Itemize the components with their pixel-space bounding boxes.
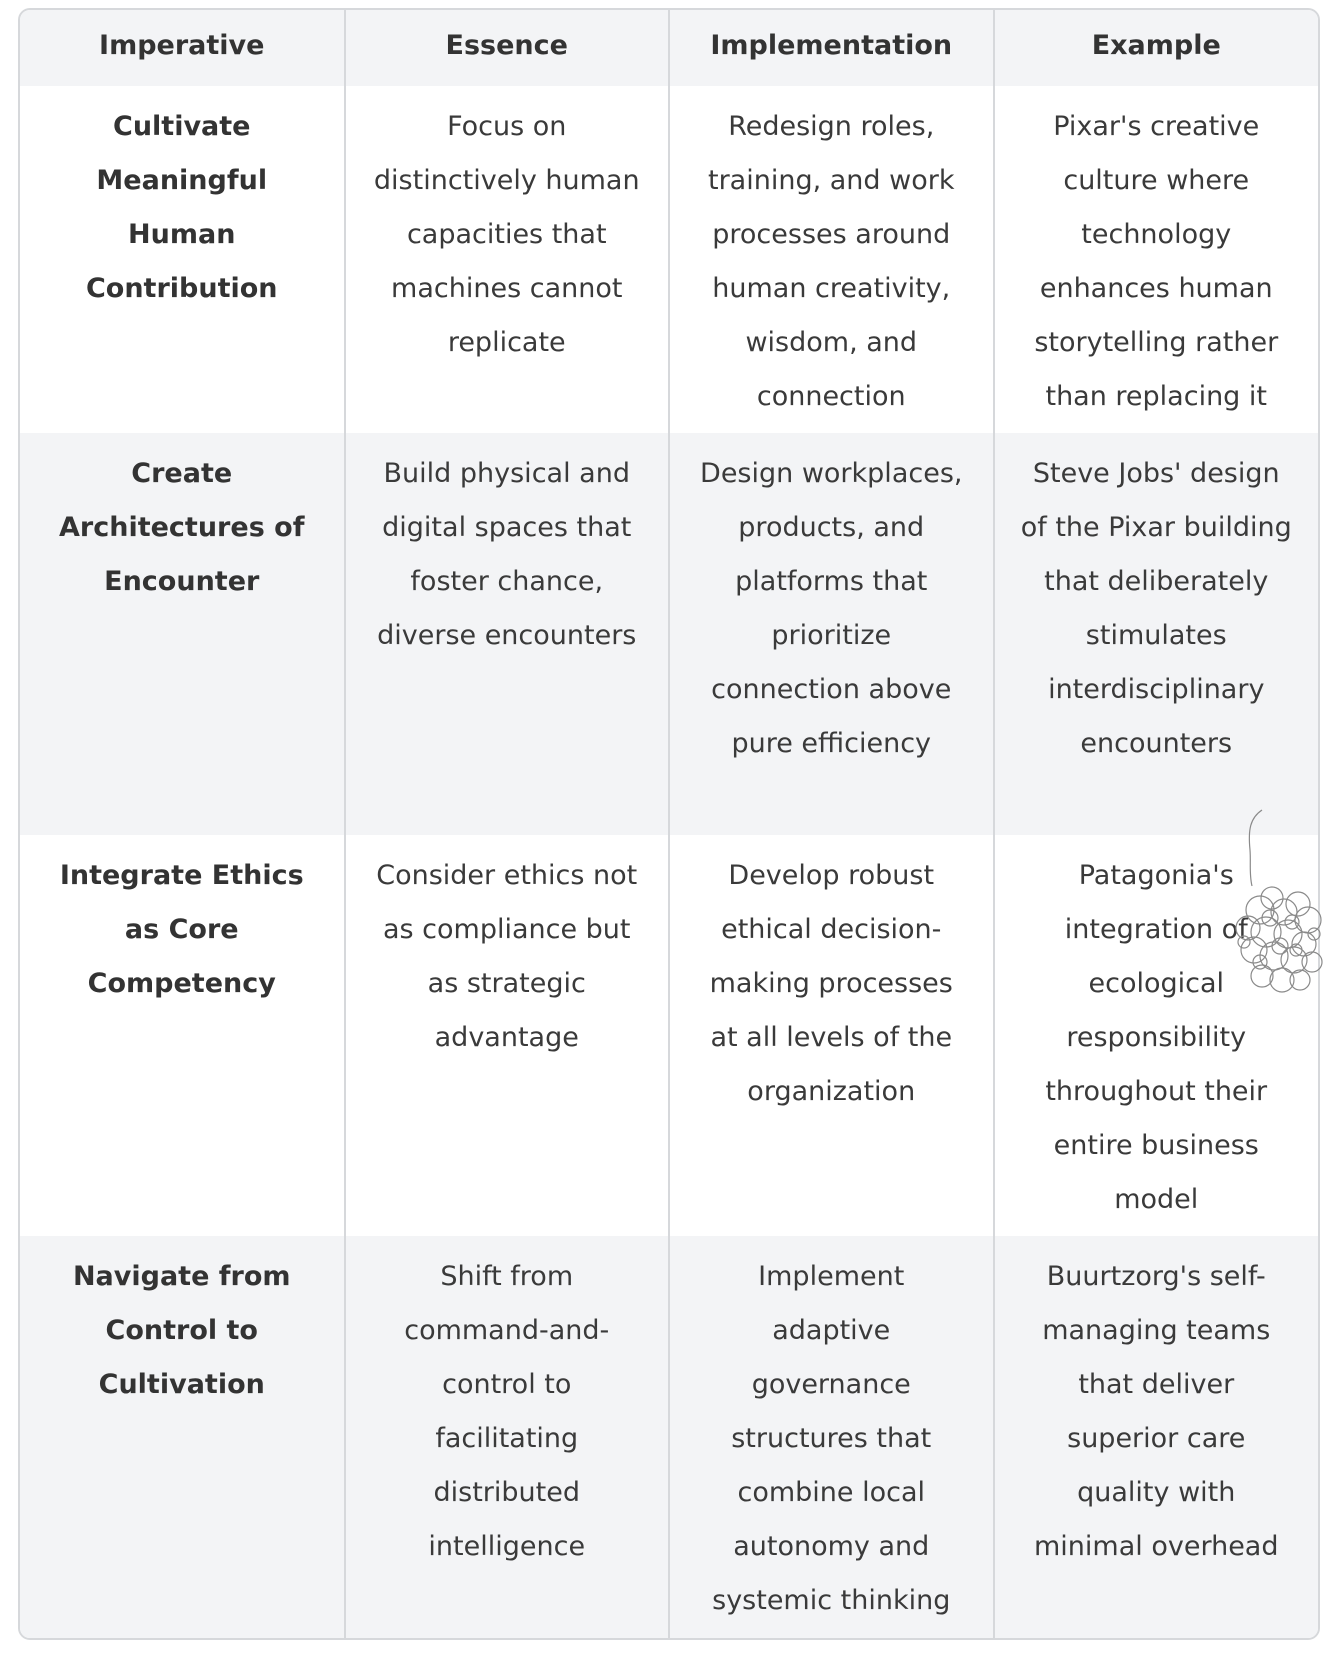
cell-essence: Shift from command-and-control to facilitating distributed intelligence [345, 1236, 670, 1638]
cell-essence: Consider ethics not as compliance but as strategic advantage [345, 835, 670, 1237]
cell-implementation: Redesign roles, training, and work processes around human creativity, wisdom, and connection [669, 86, 994, 433]
cell-implementation: Design workplaces, products, and platforms that prioritize connection above pure efficiency [669, 433, 994, 835]
cell-example: Pixar's creative culture where technology enhances human storytelling rather than replacing it [994, 86, 1319, 433]
cell-essence: Build physical and digital spaces that foster chance, diverse encounters [345, 433, 670, 835]
cell-example: Patagonia's integration of ecological responsibility throughout their entire business model [994, 835, 1319, 1237]
header-implementation: Implementation [669, 10, 994, 86]
cell-implementation: Implement adaptive governance structures that combine local autonomy and systemic thinking [669, 1236, 994, 1638]
cell-implementation: Develop robust ethical decision-making processes at all levels of the organization [669, 835, 994, 1237]
header-row [20, 10, 1318, 86]
cell-imperative: Cultivate Meaningful Human Contribution [20, 86, 345, 433]
header-example: Example [994, 10, 1319, 86]
cell-imperative: Create Architectures of Encounter [20, 433, 345, 835]
header-imperative: Imperative [20, 10, 345, 86]
cell-imperative: Navigate from Control to Cultivation [20, 1236, 345, 1638]
table-body [20, 86, 1318, 1638]
cell-imperative: Integrate Ethics as Core Competency [20, 835, 345, 1237]
imperatives-table [20, 10, 1318, 1638]
header-essence: Essence [345, 10, 670, 86]
table-header [20, 10, 1318, 86]
comparison-table-container [18, 8, 1320, 1640]
table-row [20, 433, 1318, 835]
cell-example: Buurtzorg's self-managing teams that deliver superior care quality with minimal overhead [994, 1236, 1319, 1638]
cell-essence: Focus on distinctively human capacities that machines cannot replicate [345, 86, 670, 433]
table-row [20, 86, 1318, 433]
cell-example: Steve Jobs' design of the Pixar building that deliberately stimulates interdisciplinary encounters [994, 433, 1319, 835]
table-row [20, 1236, 1318, 1638]
table-row [20, 835, 1318, 1237]
